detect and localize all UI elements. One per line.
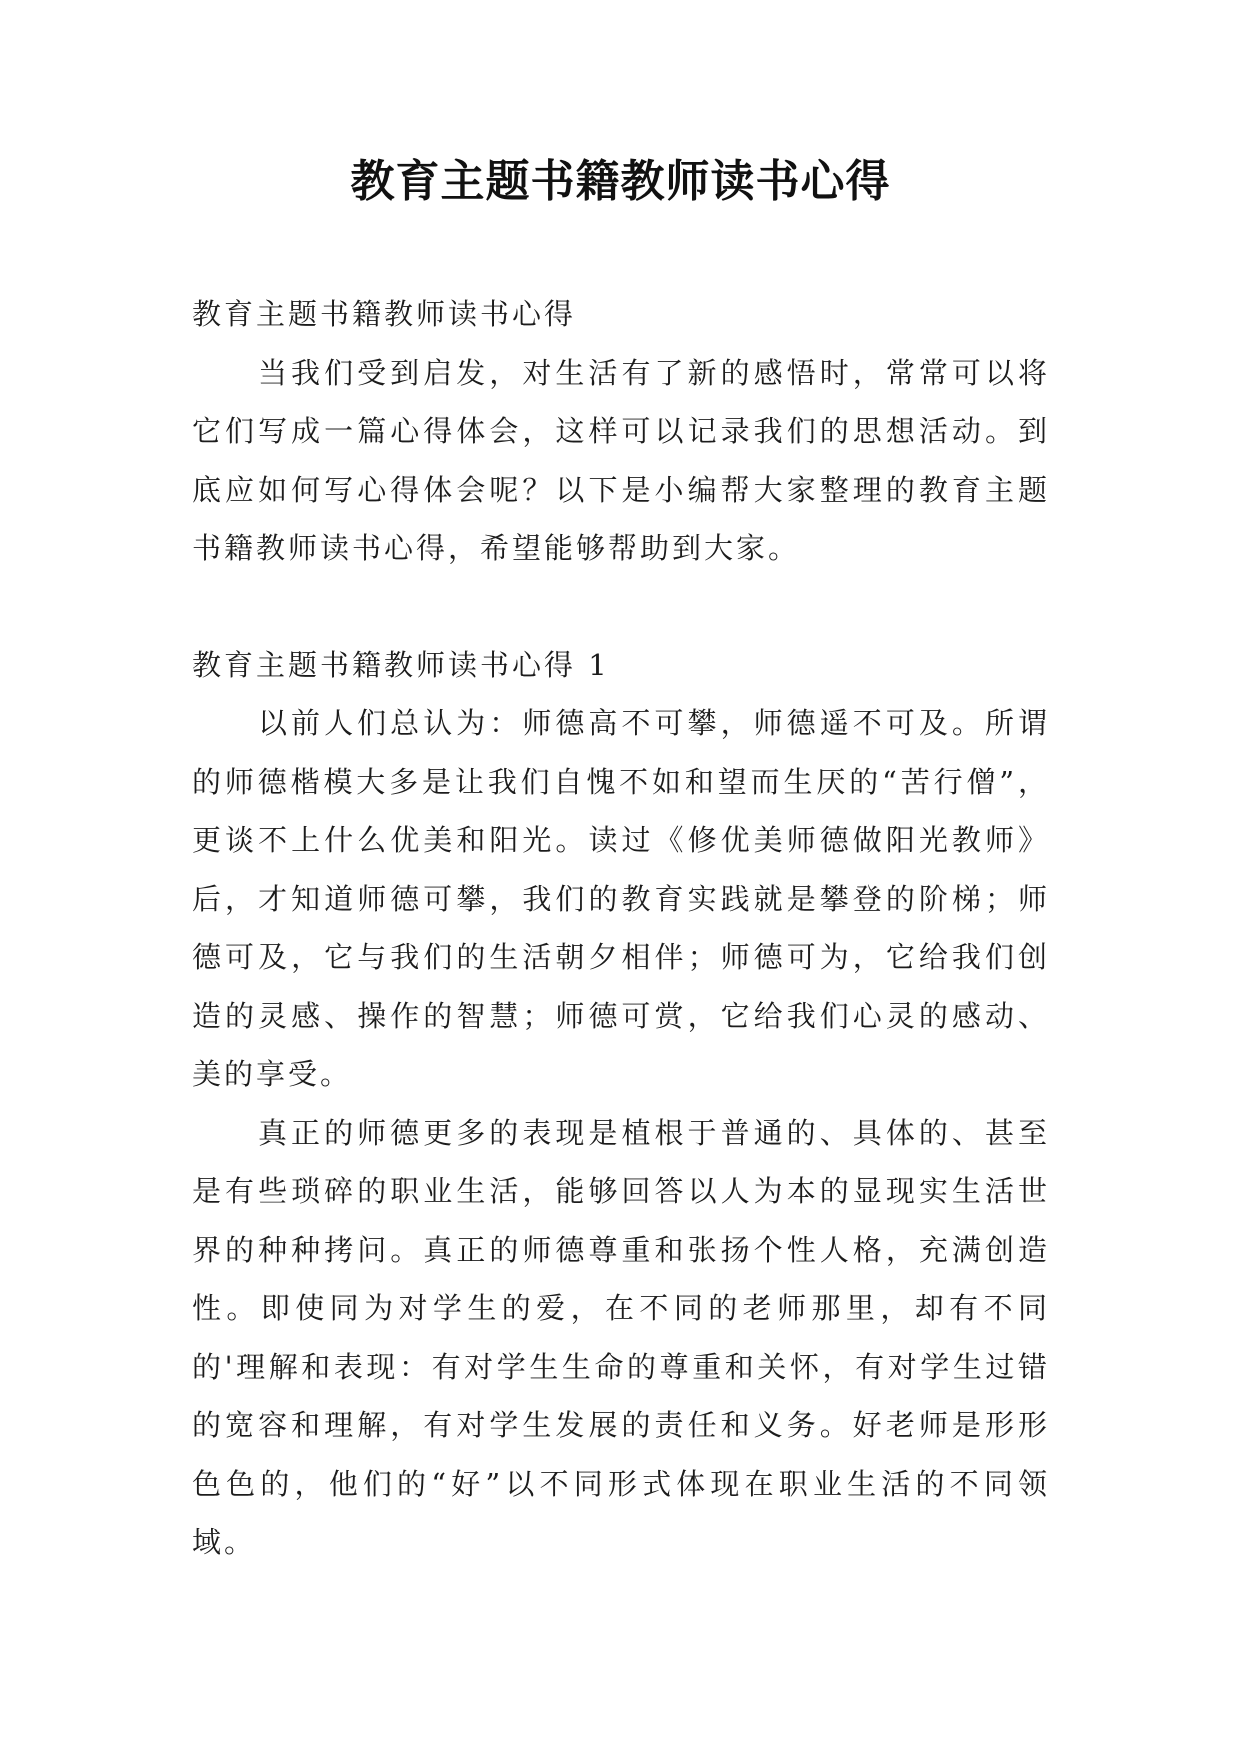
section-paragraph: 以前人们总认为：师德高不可攀，师德遥不可及。所谓的师德楷模大多是让我们自愧不如和望而生厌的“苦行僧”，更谈不上什么优美和阳光。读过《修优美师德做阳光教师》后，才知道师德可攀，我们的教育实践就是攀登的阶梯；师德可及，它与我们的生活朝夕相伴；师德可为，它给我们创造的灵感、操作的智慧；师德可赏，它给我们心灵的感动、美的享受。 xyxy=(192,706,1050,1091)
intro-paragraph: 当我们受到启发，对生活有了新的感悟时，常常可以将它们写成一篇心得体会，这样可以记录我们的思想活动。到底应如何写心得体会呢？以下是小编帮大家整理的教育主题书籍教师读书心得，希望能够帮助到大家。 xyxy=(192,355,1050,565)
document-body xyxy=(192,285,1050,1572)
section-heading: 教育主题书籍教师读书心得 1 xyxy=(192,647,610,682)
document-subtitle: 教育主题书籍教师读书心得 xyxy=(192,297,577,331)
section-paragraph: 真正的师德更多的表现是植根于普通的、具体的、甚至是有些琐碎的职业生活，能够回答以人为本的显现实生活世界的种种拷问。真正的师德尊重和张扬个性人格，充满创造性。即使同为对学生的爱，在不同的老师那里，却有不同的'理解和表现：有对学生生命的尊重和关怀，有对学生过错的宽容和理解，有对学生发展的责任和义务。好老师是形形色色的，他们的“好”以不同形式体现在职业生活的不同领域。 xyxy=(192,1115,1050,1559)
document-title: 教育主题书籍教师读书心得 xyxy=(350,156,891,207)
section-spacer xyxy=(192,578,1050,636)
